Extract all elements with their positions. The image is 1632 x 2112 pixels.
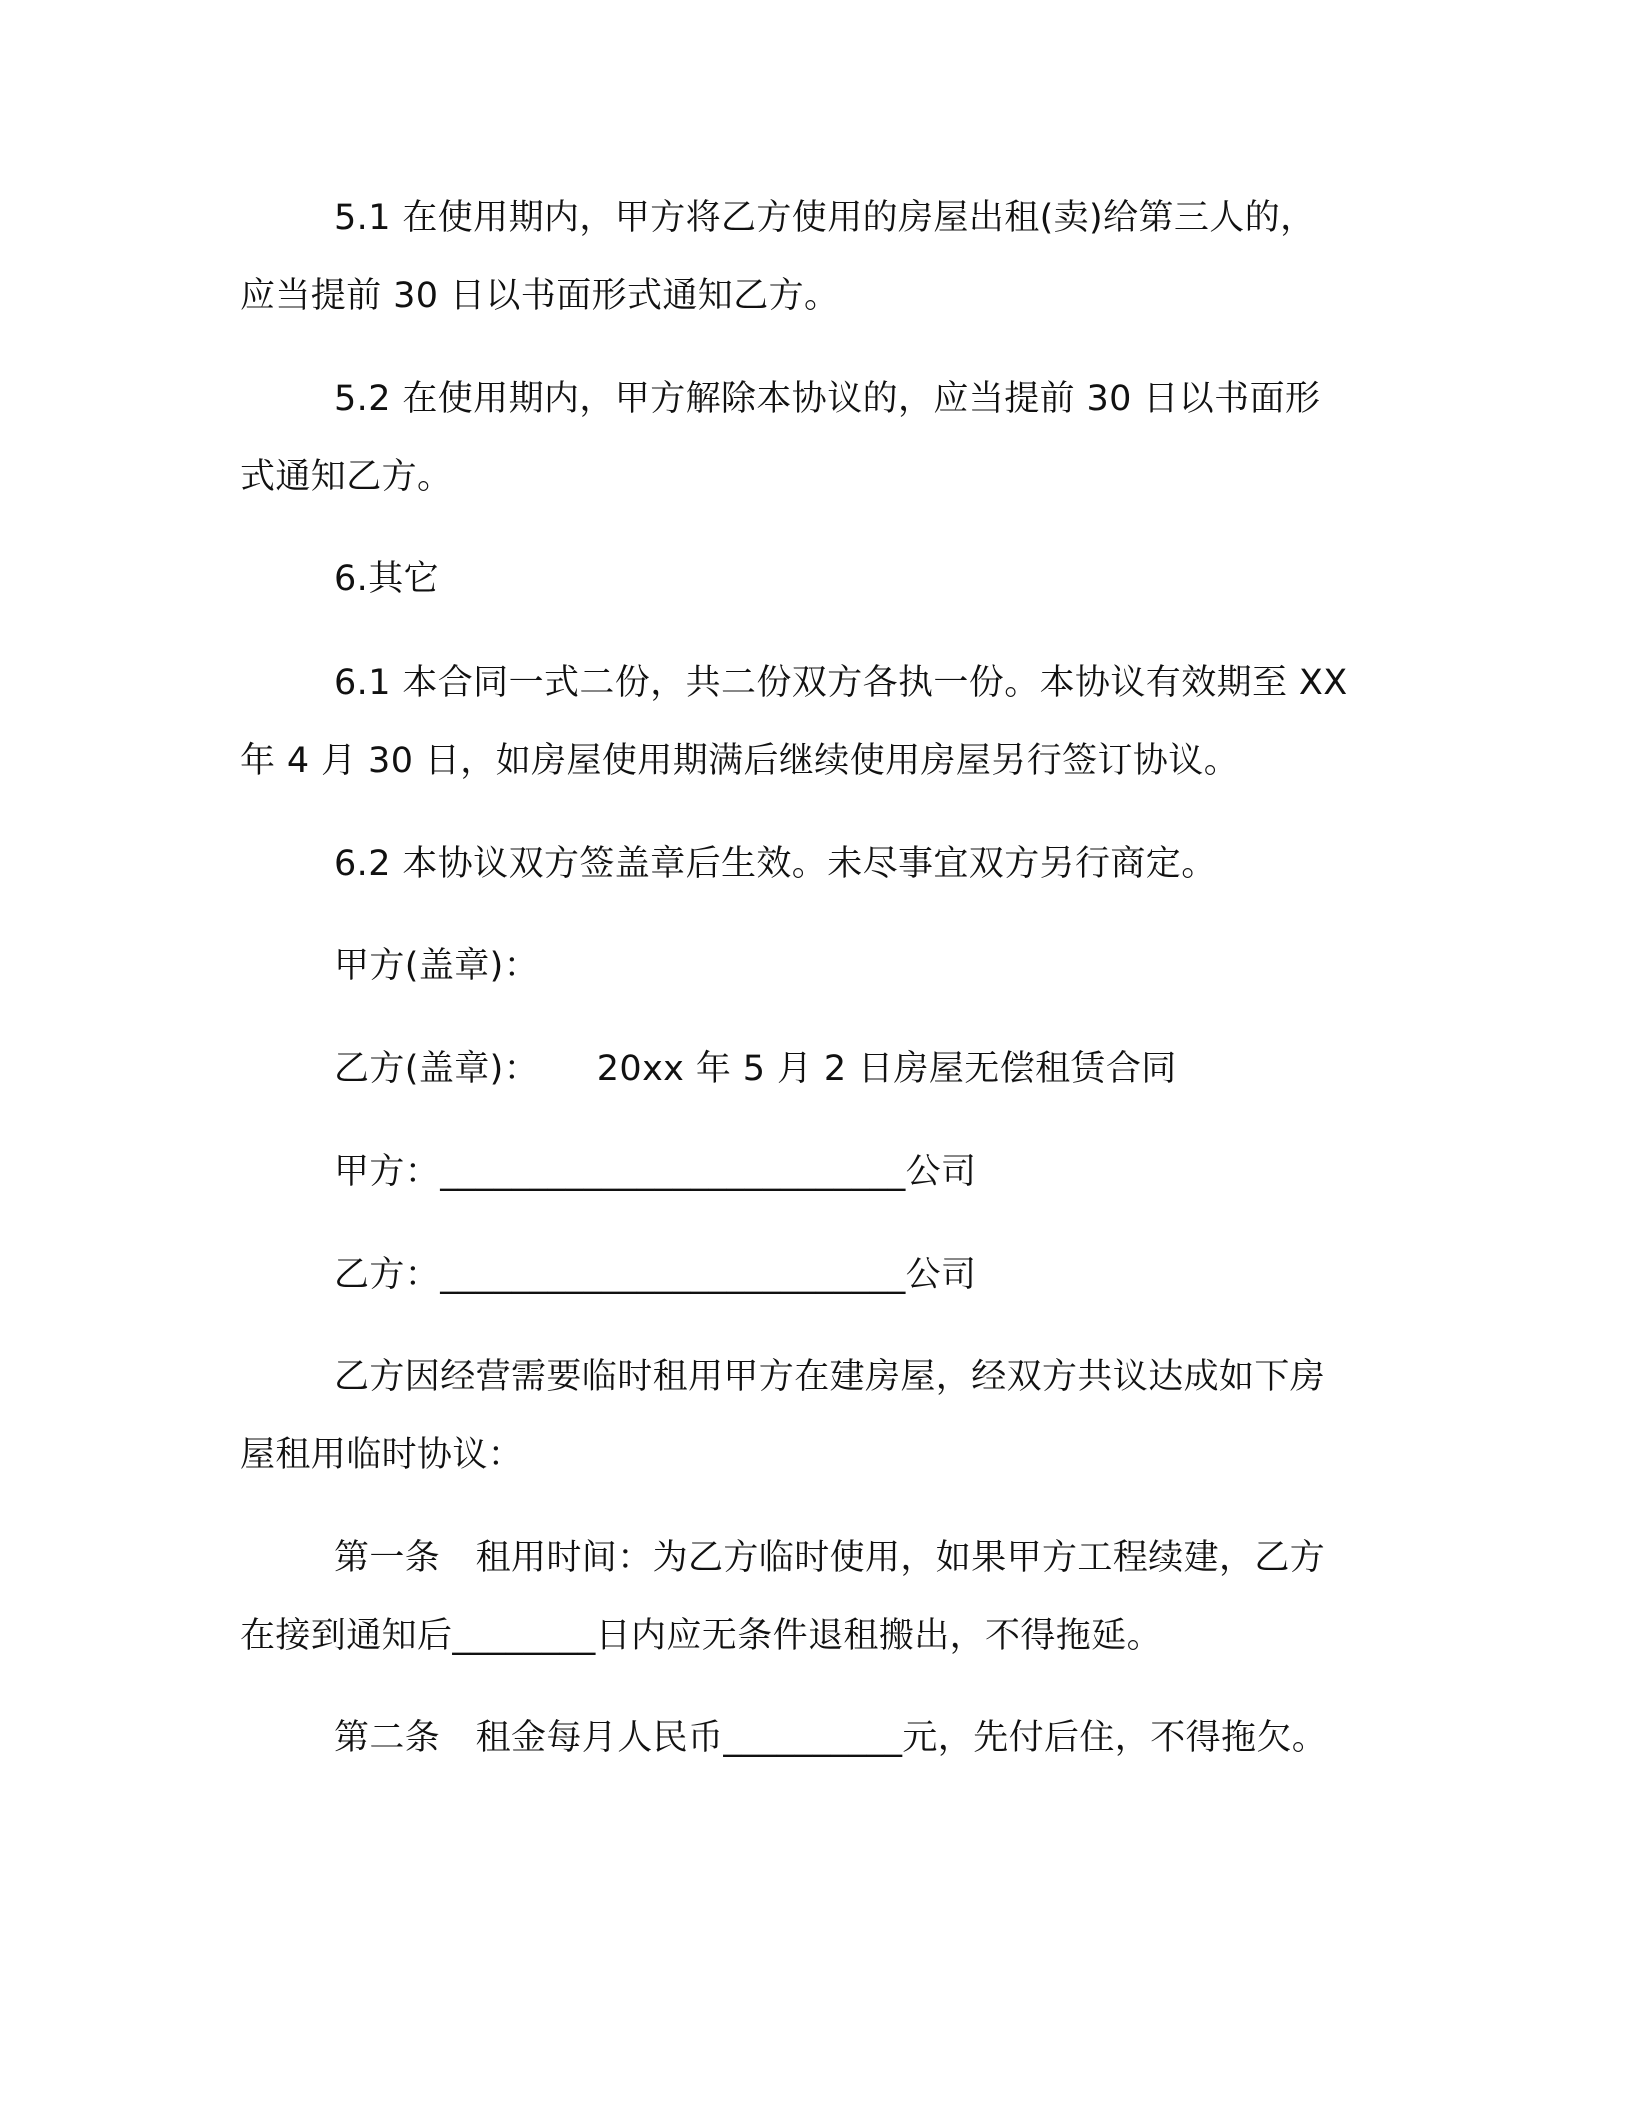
intro-line-2: 屋租用临时协议： — [240, 1435, 524, 1475]
party-a-company-line: 甲方：__________________________公司 — [334, 1152, 977, 1192]
article-2-line-1: 第二条 租金每月人民币__________元，先付后住，不得拖欠。 — [334, 1718, 1328, 1758]
clause-5-2-line-2: 式通知乙方。 — [240, 457, 453, 497]
clause-6-2: 6.2 本协议双方签盖章后生效。未尽事宜双方另行商定。 — [334, 844, 1217, 884]
clause-5-1-line-2: 应当提前 30 日以书面形式通知乙方。 — [240, 276, 840, 316]
section-6-heading: 6.其它 — [334, 559, 439, 599]
party-b-seal-line: 乙方(盖章)： 20xx 年 5 月 2 日房屋无偿租赁合同 — [334, 1049, 1177, 1089]
party-b-company-line: 乙方：__________________________公司 — [334, 1255, 977, 1295]
clause-5-1-line-1: 5.1 在使用期内，甲方将乙方使用的房屋出租(卖)给第三人的， — [334, 198, 1316, 238]
article-1-line-2: 在接到通知后________日内应无条件退租搬出，不得拖延。 — [240, 1616, 1163, 1656]
clause-6-1-line-2: 年 4 月 30 日，如房屋使用期满后继续使用房屋另行签订协议。 — [240, 741, 1240, 781]
party-a-seal-line: 甲方(盖章)： — [334, 946, 540, 986]
article-1-line-1: 第一条 租用时间：为乙方临时使用，如果甲方工程续建，乙方 — [334, 1538, 1326, 1578]
intro-line-1: 乙方因经营需要临时租用甲方在建房屋，经双方共议达成如下房 — [334, 1357, 1326, 1397]
clause-5-2-line-1: 5.2 在使用期内，甲方解除本协议的，应当提前 30 日以书面形 — [334, 379, 1321, 419]
clause-6-1-line-1: 6.1 本合同一式二份，共二份双方各执一份。本协议有效期至 XX — [334, 663, 1348, 703]
